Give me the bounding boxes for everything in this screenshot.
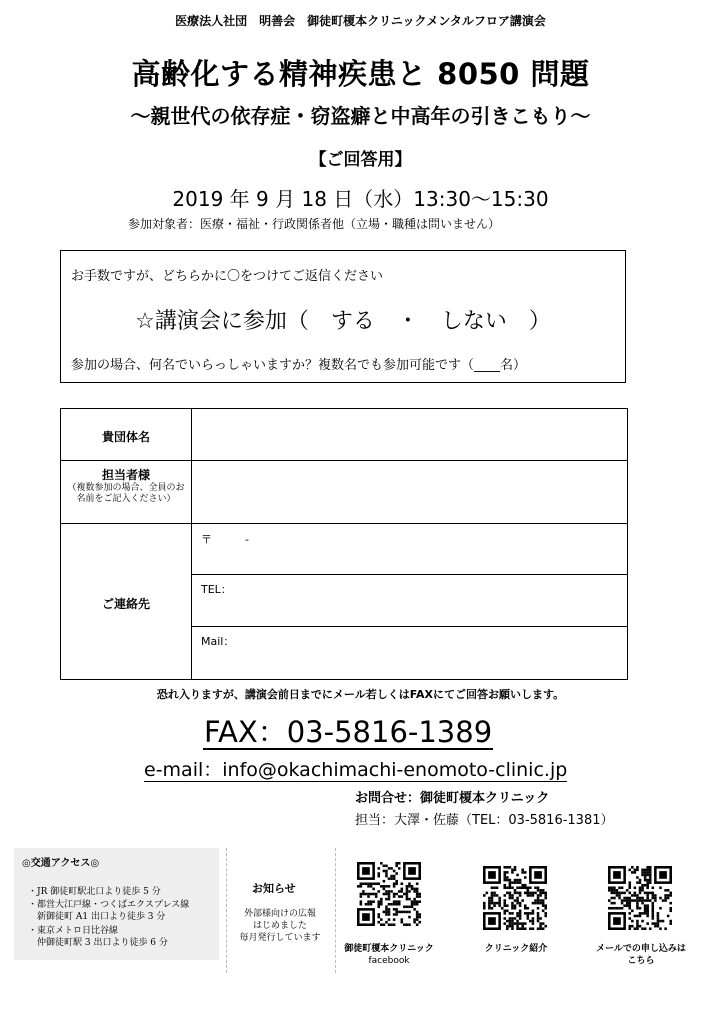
inquiry-contact: お問合せ：御徒町榎本クリニック	[355, 791, 550, 806]
organizer-line: 医療法人社団 明善会 御徒町榎本クリニックメンタルフロア講演会	[175, 14, 546, 28]
access-line: ・都営大江戸線・つくばエクスプレス線	[28, 900, 190, 910]
notice-title: お知らせ	[252, 882, 296, 895]
qr-caption-facebook	[335, 943, 443, 967]
person-label: 担当者様	[101, 468, 150, 482]
qr-caption-clinic	[466, 943, 566, 955]
qr-caption-line: 御徒町榎本クリニック	[344, 944, 434, 954]
access-line: 新御徒町 A1 出口より徒歩 3 分	[28, 912, 166, 922]
qr-code-icon[interactable]	[608, 866, 672, 930]
page-title: 高齢化する精神疾患と 8050 問題	[131, 57, 590, 91]
tel-field[interactable]: TEL：	[201, 583, 232, 596]
qr-caption-line: facebook	[368, 956, 410, 966]
access-line: ・JR 御徒町駅北口より徒歩 5 分	[28, 887, 161, 897]
attendance-note: お手数ですが、どちらかに〇をつけてご返信ください	[71, 269, 384, 284]
qr-code-icon[interactable]	[483, 866, 547, 930]
closing-note: 恐れ入りますが、講演会前日までにメール若しくはFAXにてご回答お願いします。	[156, 688, 565, 701]
qr-caption-line: クリニック紹介	[484, 944, 548, 954]
notice-line: 外部様向けの広報	[243, 909, 316, 919]
person-field[interactable]	[192, 461, 627, 523]
table-divider	[61, 523, 627, 524]
qr-caption-mail	[586, 943, 696, 967]
reply-label: 【ご回答用】	[309, 150, 412, 170]
email-address[interactable]: e-mail：info@okachimachi-enomoto-clinic.jp	[144, 759, 568, 781]
table-divider	[191, 626, 627, 627]
event-date: 2019 年 9 月 18 日（水）13:30～15:30	[172, 187, 549, 211]
notice-body	[228, 908, 332, 944]
access-line: 仲御徒町駅 3 出口より徒歩 6 分	[28, 938, 168, 948]
attendance-choice[interactable]: ☆講演会に参加（ する ・ しない ）	[135, 309, 551, 334]
qr-caption-line: こちら	[627, 956, 655, 966]
reply-form-table	[60, 408, 628, 680]
notice-line: はじめました	[252, 921, 307, 931]
org-name-label: 貴団体名	[101, 430, 150, 444]
access-line: ・東京メトロ日比谷線	[28, 926, 119, 936]
page-subtitle: ～親世代の依存症・窃盗癖と中高年の引きこもり～	[130, 104, 591, 128]
target-audience: 参加対象者：医療・福祉・行政関係者他（立場・職種は問いません）	[128, 217, 501, 231]
qr-caption-line: メールでの申し込みは	[596, 944, 686, 954]
access-info-box	[14, 848, 219, 960]
qr-code-icon[interactable]	[357, 862, 421, 926]
attendance-box	[60, 250, 626, 383]
mail-field[interactable]: Mail：	[201, 635, 235, 648]
postal-field[interactable]: 〒 -	[201, 533, 249, 546]
fax-number: FAX：03-5816-1389	[204, 715, 493, 749]
contact-label: ご連絡先	[101, 597, 150, 611]
table-divider	[191, 574, 627, 575]
attendance-count-question[interactable]: 参加の場合、何名でいらっしゃいますか？複数名でも参加可能です（____名）	[71, 358, 527, 373]
notice-line: 毎月発行しています	[239, 933, 321, 943]
access-title: ◎交通アクセス◎	[22, 858, 100, 869]
divider	[226, 848, 227, 973]
person-note: （複数参加の場合、全員のお名前をご記入ください）	[67, 483, 185, 504]
contact-person: 担当：大澤・佐藤（TEL：03-5816-1381）	[355, 813, 614, 828]
org-name-field[interactable]	[192, 409, 627, 460]
